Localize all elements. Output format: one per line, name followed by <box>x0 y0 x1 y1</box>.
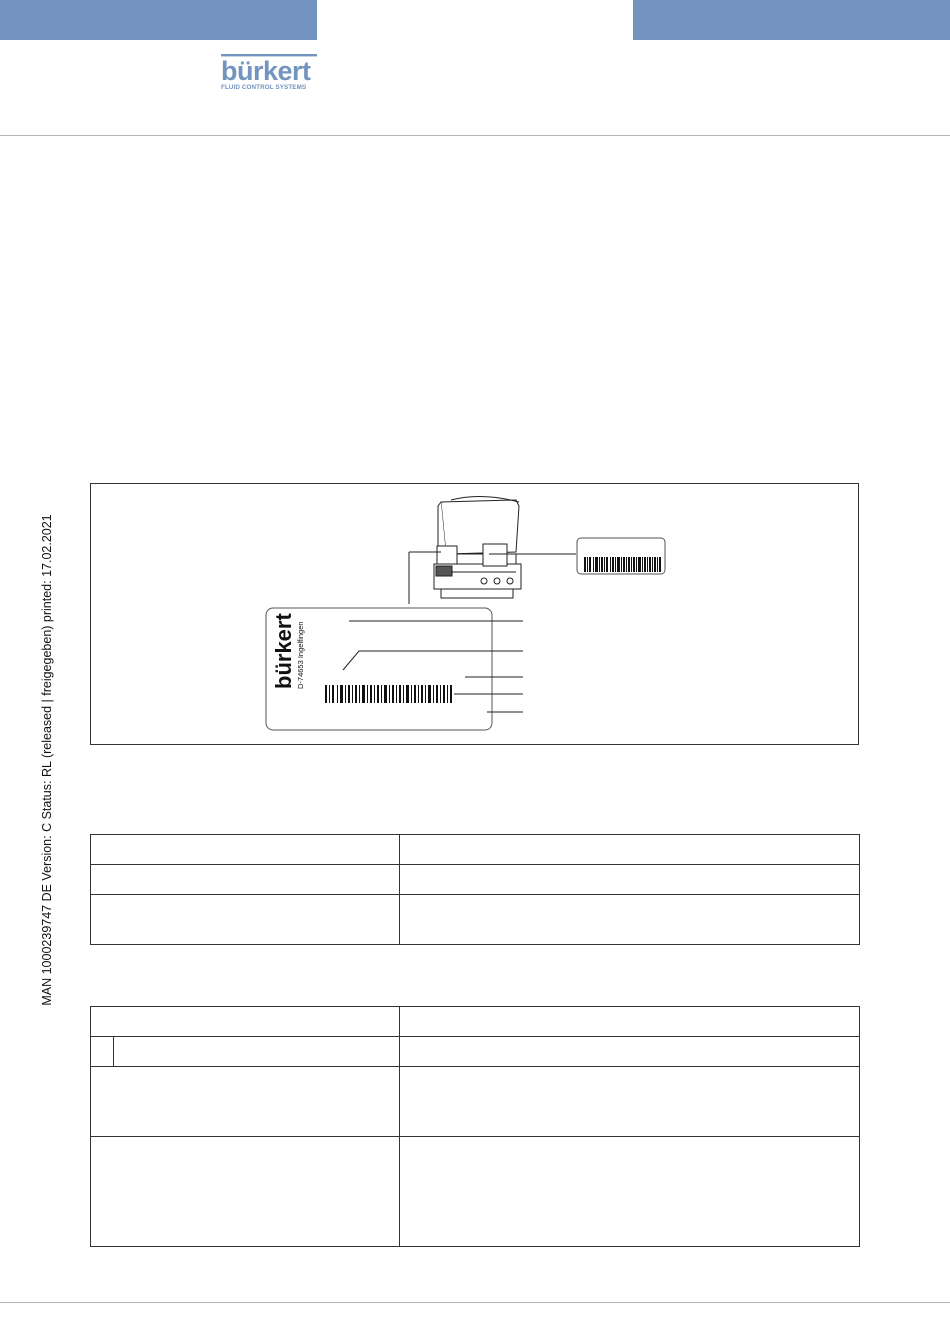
brand-tagline: FLUID CONTROL SYSTEMS <box>221 84 307 91</box>
table-row <box>91 1137 860 1247</box>
table-cell <box>400 1037 860 1067</box>
table-cell <box>91 1007 400 1037</box>
table-row <box>91 1067 860 1137</box>
table-cell <box>91 895 400 945</box>
brand-name: bürkert <box>221 56 311 86</box>
label-brand: bürkert <box>271 613 296 689</box>
table-cell <box>91 835 400 865</box>
table-row <box>91 1007 860 1037</box>
table-cell <box>400 1007 860 1037</box>
table-cell <box>91 865 400 895</box>
table-row <box>91 895 860 945</box>
brand-logo <box>221 54 319 94</box>
table-cell <box>400 895 860 945</box>
table-cell <box>400 865 860 895</box>
table-2 <box>90 1006 860 1247</box>
device-icon <box>434 496 521 598</box>
header-band-right <box>633 0 950 40</box>
table-cell <box>91 1137 400 1247</box>
label-address: D-74653 Ingelfingen <box>296 621 305 689</box>
device-illustration <box>91 484 860 746</box>
type-label-figure <box>90 483 859 745</box>
document-info: MAN 1000239747 DE Version: C Status: RL (released | freigegeben) printed: 17.02.2021 <box>40 514 54 1006</box>
table-row <box>91 865 860 895</box>
footer-divider <box>0 1302 950 1303</box>
table-cell <box>400 835 860 865</box>
header-band-left <box>0 0 317 40</box>
table-row <box>91 835 860 865</box>
label-brand-rotated <box>271 613 305 689</box>
table-row <box>91 1037 860 1067</box>
table-cell <box>400 1137 860 1247</box>
table-cell <box>400 1067 860 1137</box>
table-cell <box>91 1037 400 1067</box>
table-cell-marker <box>91 1037 114 1066</box>
header-divider <box>0 135 950 136</box>
table-1 <box>90 834 860 945</box>
table-cell <box>91 1067 400 1137</box>
